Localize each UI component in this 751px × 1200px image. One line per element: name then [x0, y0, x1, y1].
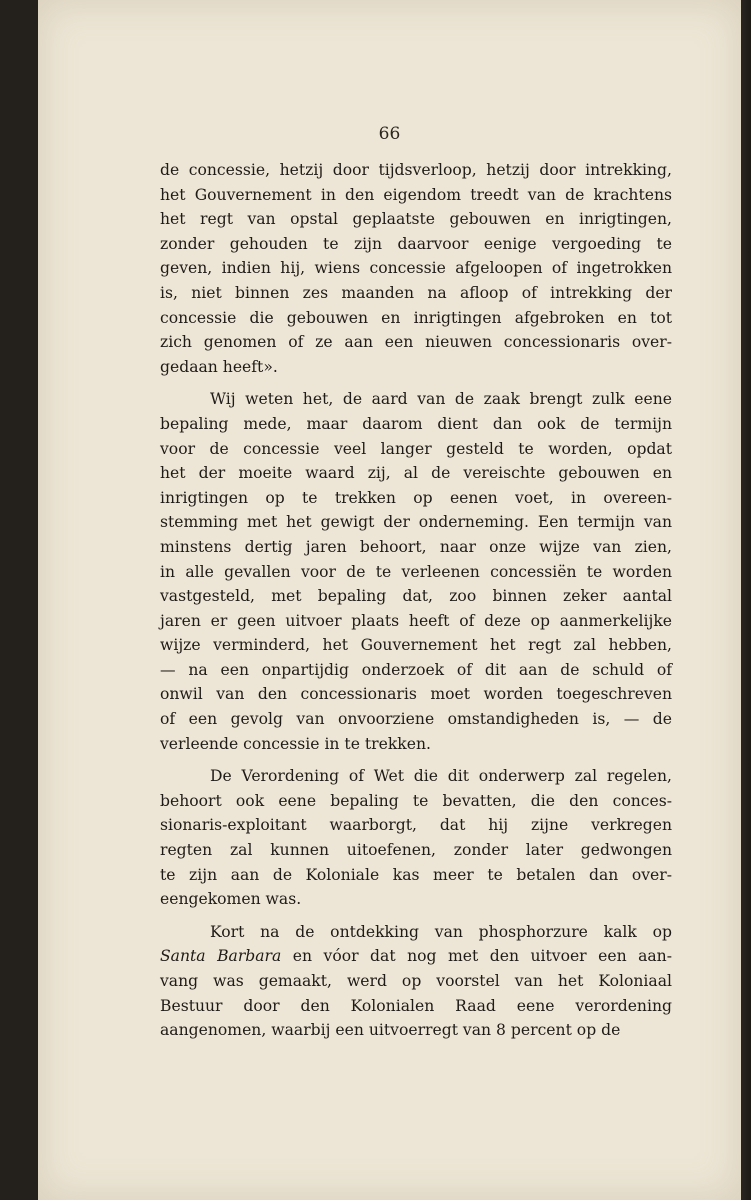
text-line: regten zal kunnen uitoefenen, zonder later gedwongen — [160, 841, 672, 860]
text-line: zonder gehouden te zijn daarvoor eenige vergoeding te — [160, 234, 672, 253]
text-line: sionaris-exploitant waarborgt, dat hij zijne verkregen — [160, 816, 672, 835]
text-line: onwil van den concessionaris moet worden toegeschreven — [160, 685, 672, 704]
text-line: behoort ook eene bepaling te bevatten, die den conces- — [160, 791, 672, 810]
text-line: minstens dertig jaren behoort, naar onze wijze van zien, — [160, 537, 672, 556]
text-line: vang was gemaakt, werd op voorstel van het Koloniaal — [160, 972, 672, 990]
text-line: in alle gevallen voor de te verleenen concessiën te worden — [160, 562, 672, 581]
text-line: Wij weten het, de aard van de zaak brengt zulk eene — [210, 390, 672, 409]
text-line: het der moeite waard zij, al de vereischte gebouwen en — [160, 464, 672, 483]
body-text — [160, 158, 672, 1051]
text-line: concessie die gebouwen en inrigtingen afgebroken en tot — [160, 308, 672, 327]
text-line: Kort na de ontdekking van phosphorzure kalk op — [210, 922, 672, 941]
text-line: bepaling mede, maar daarom dient dan ook de termijn — [160, 414, 672, 433]
text-line: inrigtingen op te trekken op eenen voet, in overeen- — [160, 488, 672, 507]
text-line: de concessie, hetzij door tijdsverloop, hetzij door intrekking, — [160, 161, 672, 179]
text-line: gedaan heeft». — [160, 357, 278, 376]
text-line: stemming met het gewigt der onderneming. Een termijn van — [160, 513, 672, 532]
text-line: Bestuur door den Kolonialen Raad eene verordening — [160, 996, 672, 1015]
book-page — [38, 0, 741, 1200]
text-line: — na een onpartijdig onderzoek of dit aan de schuld of — [160, 660, 672, 679]
text-line: is, niet binnen zes maanden na afloop of intrekking der — [160, 283, 672, 302]
paragraph — [160, 387, 672, 756]
page-number: 66 — [378, 124, 401, 144]
text-line: of een gevolg van onvoorziene omstandigheden is, — de — [160, 710, 672, 729]
text-line: voor de concessie veel langer gesteld te worden, opdat — [160, 439, 672, 458]
italic-place-name: Santa Barbara — [160, 947, 282, 966]
text-line: De Verordening of Wet die dit onderwerp zal regelen, — [210, 767, 672, 786]
text-line: aangenomen, waarbij een uitvoerregt van 8 percent op de — [160, 1021, 621, 1040]
text-line: vastgesteld, met bepaling dat, zoo binnen zeker aantal — [160, 587, 672, 606]
text-line: het regt van opstal geplaatste gebouwen en inrigtingen, — [160, 210, 672, 229]
scan-border — [741, 0, 751, 1200]
paragraph — [160, 764, 672, 912]
text-line: het Gouvernement in den eigendom treedt van de krachtens — [160, 185, 672, 204]
text-line: geven, indien hij, wiens concessie afgeloopen of ingetrokken — [160, 259, 672, 278]
text-line: eengekomen was. — [160, 890, 302, 909]
paragraph — [160, 158, 672, 379]
text-line: jaren er geen uitvoer plaats heeft of deze op aanmerkelijke — [160, 611, 672, 630]
text-line: Santa Barbara en vóor dat nog met den uitvoer een aan- — [160, 947, 672, 966]
text-line: verleende concessie in te trekken. — [160, 734, 431, 753]
paragraph — [160, 920, 672, 1043]
text-line: wijze verminderd, het Gouvernement het regt zal hebben, — [160, 636, 672, 655]
text-line: te zijn aan de Koloniale kas meer te betalen dan over- — [160, 865, 672, 884]
text-line: zich genomen of ze aan een nieuwen concessionaris over- — [160, 333, 672, 352]
